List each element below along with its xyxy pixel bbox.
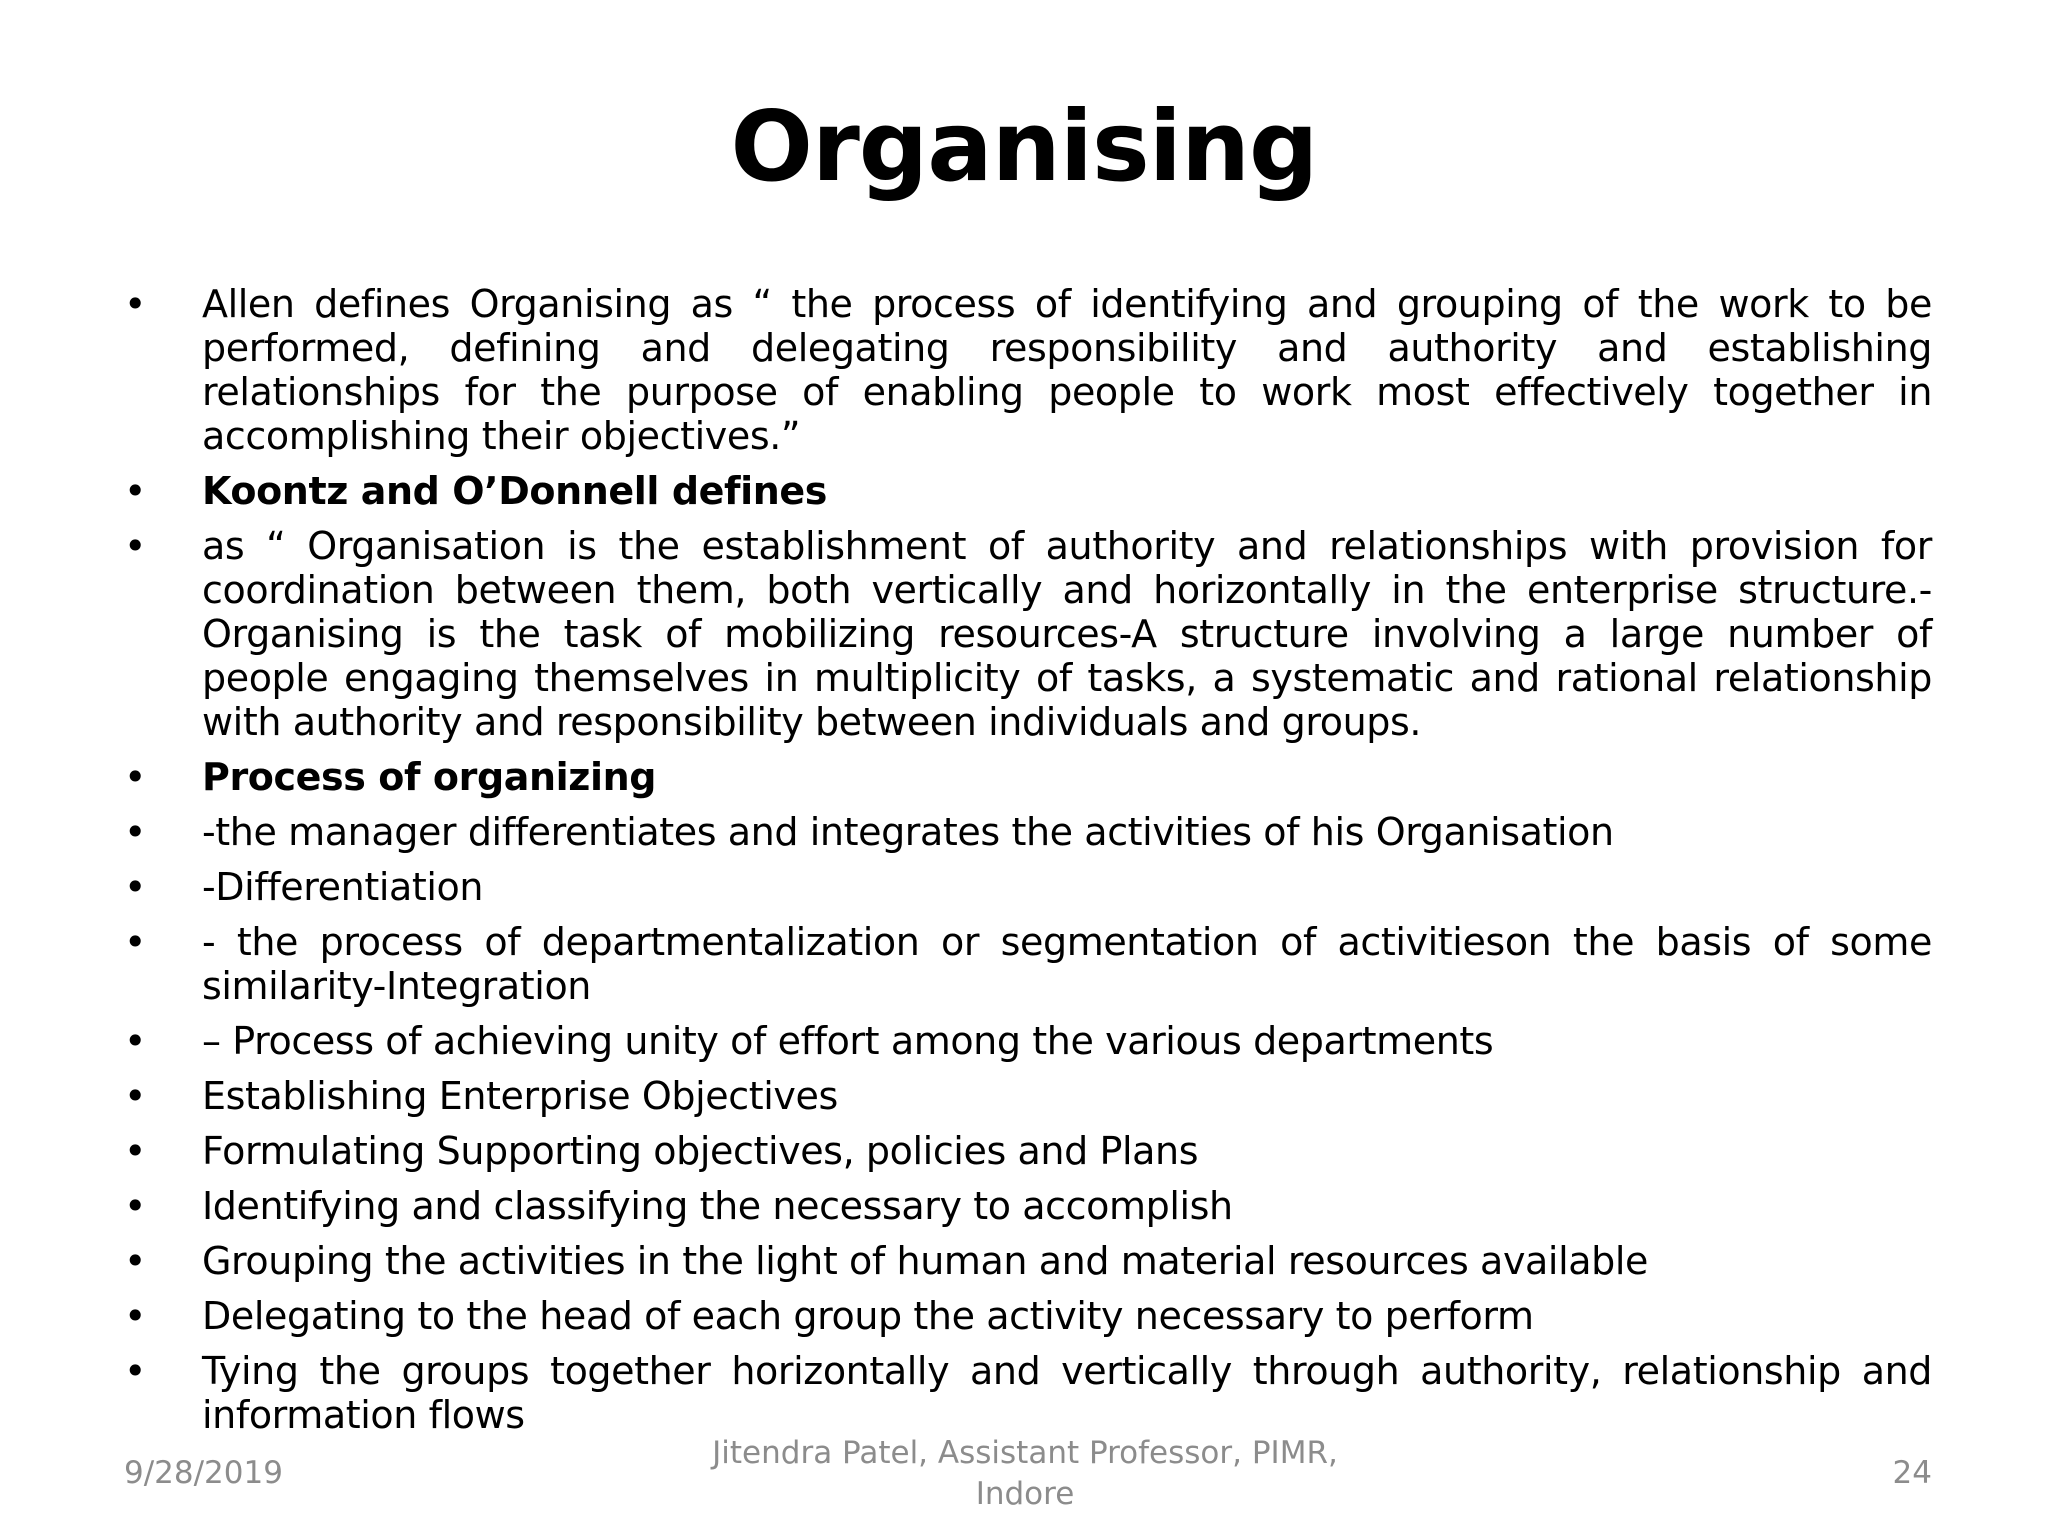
bullet-item-koontz-heading	[124, 469, 1932, 513]
bullet-text: Koontz and O’Donnell defines	[202, 469, 828, 513]
slide-title: Organising	[730, 90, 1318, 203]
bullet-text: as “ Organisation is the establishment of authority and relationships with provision for coordination between them, both vertically and horizontally in the enterprise structure.- Organising is the task of mobilizing resources-A structure involving a large number of people engaging themselves in multiplicity of tasks, a systematic and rational relationship with authority and responsibility between individuals and groups.	[202, 524, 1932, 744]
bullet-icon: •	[124, 1239, 147, 1283]
bullet-text: Identifying and classifying the necessary to accomplish	[202, 1184, 1233, 1228]
footer-date: 9/28/2019	[124, 1455, 283, 1491]
bullet-text: Delegating to the head of each group the activity necessary to perform	[202, 1294, 1534, 1338]
bullet-item	[124, 810, 1932, 854]
footer-author-line-2: Indore	[975, 1476, 1075, 1512]
bullet-icon: •	[124, 524, 147, 568]
bullet-item-allen-definition	[124, 282, 1932, 458]
bullet-item-koontz-definition	[124, 524, 1932, 744]
bullet-icon: •	[124, 469, 147, 513]
footer-author-line-1: Jitendra Patel, Assistant Professor, PIMR,	[712, 1435, 1338, 1471]
bullet-text: -Differentiation	[202, 865, 484, 909]
bullet-item	[124, 1129, 1932, 1173]
bullet-item	[124, 1019, 1932, 1063]
bullet-icon: •	[124, 1349, 147, 1393]
bullet-text: – Process of achieving unity of effort among the various departments	[202, 1019, 1494, 1063]
bullet-item	[124, 1074, 1932, 1118]
bullet-icon: •	[124, 1129, 147, 1173]
bullet-item	[124, 920, 1932, 1008]
bullet-icon: •	[124, 282, 147, 326]
bullet-icon: •	[124, 1184, 147, 1228]
bullet-icon: •	[124, 1294, 147, 1338]
bullet-text: -the manager differentiates and integrates the activities of his Organisation	[202, 810, 1614, 854]
bullet-icon: •	[124, 920, 147, 964]
bullet-icon: •	[124, 1074, 147, 1118]
bullet-item	[124, 865, 1932, 909]
bullet-item	[124, 1184, 1932, 1228]
bullet-item	[124, 1294, 1932, 1338]
footer-author	[700, 1433, 1350, 1515]
bullet-icon: •	[124, 1019, 147, 1063]
bullet-text: Process of organizing	[202, 755, 657, 799]
bullet-item	[124, 1349, 1932, 1437]
slide-number: 24	[1892, 1455, 1932, 1491]
bullet-icon: •	[124, 810, 147, 854]
bullet-text: Establishing Enterprise Objectives	[202, 1074, 838, 1118]
bullet-item	[124, 1239, 1932, 1283]
bullet-icon: •	[124, 755, 147, 799]
bullet-text: Tying the groups together horizontally and vertically through authority, relationship and information flows	[202, 1349, 1932, 1437]
bullet-item-process-heading	[124, 755, 1932, 799]
bullet-text: Grouping the activities in the light of human and material resources available	[202, 1239, 1648, 1283]
bullet-list	[124, 282, 1932, 1448]
bullet-icon: •	[124, 865, 147, 909]
bullet-text: Formulating Supporting objectives, policies and Plans	[202, 1129, 1199, 1173]
bullet-text: Allen defines Organising as “ the process of identifying and grouping of the work to be performed, defining and delegating responsibility and authority and establishing relationships for the purpose of enabling people to work most effectively together in accomplishing their objectives.”	[202, 282, 1932, 458]
bullet-text: - the process of departmentalization or segmentation of activitieson the basis of some similarity-Integration	[202, 920, 1932, 1008]
